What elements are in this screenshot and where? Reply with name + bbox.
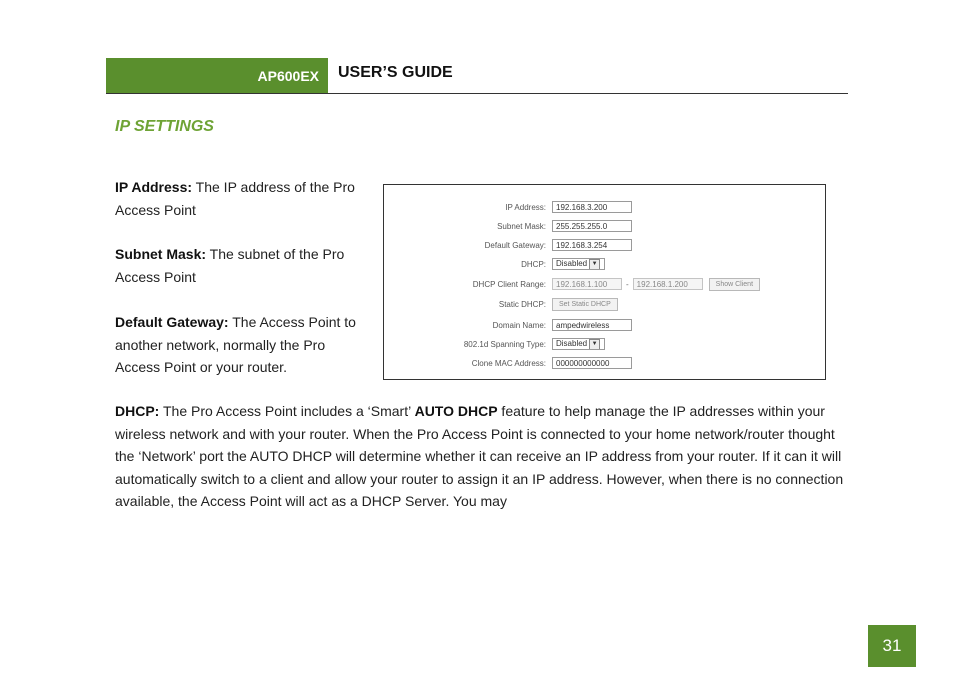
spanning-tree-select[interactable]	[552, 338, 605, 350]
static-dhcp-label: Static DHCP:	[498, 299, 546, 309]
chevron-down-icon: ▼	[589, 339, 600, 350]
dhcp-client-range-label: DHCP Client Range:	[472, 279, 546, 289]
ip-address-label: IP Address:	[505, 202, 546, 212]
static-dhcp-row	[384, 297, 618, 311]
page-number-text: 31	[882, 636, 902, 655]
domain-name-row	[384, 318, 632, 332]
clone-mac-row	[384, 356, 632, 370]
domain-name-field[interactable]: ampedwireless	[552, 319, 632, 331]
ip-address-term: IP Address:	[115, 179, 193, 195]
dhcp-row	[384, 257, 605, 271]
header-divider	[106, 93, 848, 94]
default-gateway-text: The Access Point to another network, normally the Pro Access Point or your router.	[115, 314, 356, 375]
set-static-dhcp-button[interactable]: Set Static DHCP	[552, 298, 618, 311]
auto-dhcp-term: AUTO DHCP	[414, 403, 498, 419]
default-gateway-field[interactable]: 192.168.3.254	[552, 239, 632, 251]
default-gateway-label: Default Gateway:	[484, 240, 546, 250]
clone-mac-field[interactable]: 000000000000	[552, 357, 632, 369]
default-gateway-row	[384, 238, 632, 252]
spanning-tree-label: 802.1d Spanning Type:	[463, 339, 546, 349]
dhcp-client-range-row	[384, 277, 760, 291]
ip-address-description	[115, 176, 370, 221]
show-client-button[interactable]: Show Client	[709, 278, 760, 291]
subnet-mask-row	[384, 219, 632, 233]
header-model-badge	[106, 58, 328, 93]
default-gateway-description	[115, 311, 370, 379]
ip-settings-form-screenshot	[383, 184, 826, 380]
domain-name-label: Domain Name:	[492, 320, 546, 330]
header-model: AP600EX	[257, 67, 319, 84]
spanning-tree-row	[384, 337, 605, 351]
section-title: IP SETTINGS	[115, 118, 214, 135]
ip-address-field[interactable]: 192.168.3.200	[552, 201, 632, 213]
ip-address-text: The IP address of the Pro Access Point	[115, 179, 355, 218]
range-separator: -	[626, 279, 629, 289]
default-gateway-term: Default Gateway:	[115, 314, 229, 330]
page-number	[868, 625, 916, 667]
subnet-mask-label: Subnet Mask:	[497, 221, 546, 231]
subnet-mask-term: Subnet Mask:	[115, 246, 207, 262]
subnet-mask-description	[115, 243, 370, 288]
subnet-mask-text: The subnet of the Pro Access Point	[115, 246, 345, 285]
dhcp-selected-value: Disabled	[556, 259, 588, 268]
dhcp-text-a: The Pro Access Point includes a ‘Smart’	[159, 403, 415, 419]
ip-address-row	[384, 200, 632, 214]
chevron-down-icon: ▼	[589, 259, 600, 270]
header-title: USER’S GUIDE	[338, 64, 453, 81]
spanning-tree-selected-value: Disabled	[556, 339, 588, 348]
dhcp-range-end-field[interactable]: 192.168.1.200	[633, 278, 703, 290]
dhcp-range-start-field[interactable]: 192.168.1.100	[552, 278, 622, 290]
dhcp-term: DHCP:	[115, 403, 160, 419]
dhcp-select[interactable]	[552, 258, 605, 270]
dhcp-text-b: feature to help manage the IP addresses within your wireless network and with your router. When the Pro Access Point is connected to your home network/router thought the ‘Network’ port the AUTO DHCP will determine whether it can receive an IP address from your router. If it can it will automatically switch to a client and allow your router to assign it an IP address. However, when there is no connection available, the Access Point will act as a DHCP Server. You may	[115, 403, 844, 509]
dhcp-paragraph	[115, 400, 845, 513]
subnet-mask-field[interactable]: 255.255.255.0	[552, 220, 632, 232]
dhcp-label: DHCP:	[521, 259, 546, 269]
clone-mac-label: Clone MAC Address:	[471, 358, 546, 368]
